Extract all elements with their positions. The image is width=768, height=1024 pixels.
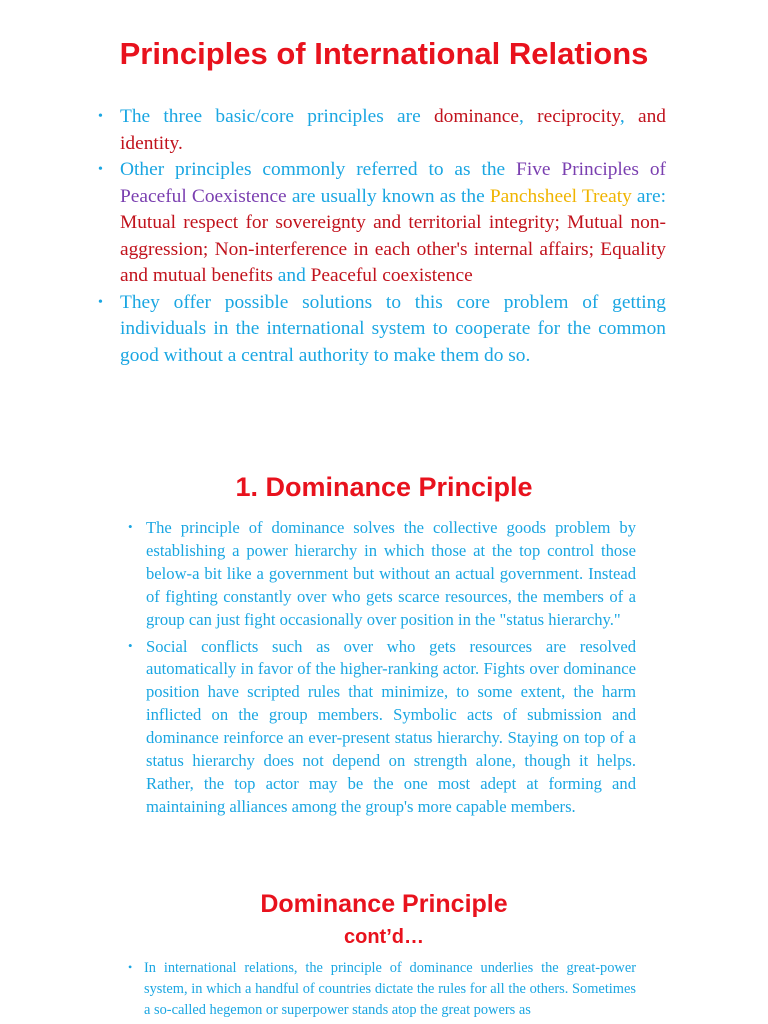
list-item xyxy=(128,636,636,819)
bullet-text: In international relations, the principle of dominance underlies the great-power system, in which a handful of countries dictate the rules for all the others. Sometimes a so-called hegemon or superpower stands atop the great powers as xyxy=(144,960,636,1018)
list-item-five-principles xyxy=(98,157,666,290)
term-identity: identity. xyxy=(120,132,183,154)
term-peaceful-coexistence: Peaceful coexistence xyxy=(310,265,473,286)
bullet-text: , xyxy=(519,106,538,127)
term-panchsheel-treaty: Panchsheel Treaty xyxy=(489,185,632,207)
bullet-text: The principle of dominance solves the collective goods problem by establishing a power hierarchy in which those at the top control those below-a bit like a government but without an actual government. Instead of fighting constantly over who gets scarce resources, the members of a group can just fight occasionally over position in the "status hierarchy." xyxy=(146,518,636,629)
bullet-icon: • xyxy=(128,519,133,534)
dominance-contd-bullet-list xyxy=(128,958,636,1021)
section-heading-dominance: 1. Dominance Principle xyxy=(235,472,533,502)
bullet-text: , xyxy=(619,106,625,127)
list-item xyxy=(128,958,636,1021)
bullet-text: are usually known as the xyxy=(286,185,490,207)
bullet-text: and xyxy=(272,265,311,286)
bullet-text: Social conflicts such as over who gets resources are resolved automatically in favor of the higher-ranking actor. Fights over dominance position have scripted rules that minimize, to some extent, the harm inflicted on the group members. Symbolic acts of submission and dominance reinforce an ever-present status hierarchy. Staying on top of a status hierarchy does not depend on strength alone, though it helps. Rather, the top actor may be the one most adept at forming and maintaining alliances among the group's more capable members. xyxy=(146,636,636,816)
bullet-text: Other principles commonly referred to as the xyxy=(120,159,517,180)
section-subheading-contd: cont’d… xyxy=(344,926,424,948)
term-five-principles: Five Principles of Peaceful Coexistence xyxy=(120,159,667,207)
principles-list-text: Mutual respect for sovereignty and territorial integrity; Mutual non-aggression; Non-interference in each other's internal affairs; Equality and mutual benefits xyxy=(120,212,666,286)
bullet-icon: • xyxy=(98,109,103,124)
list-item-core-principles xyxy=(98,104,666,157)
bullet-icon: • xyxy=(128,960,133,974)
bullet-icon: • xyxy=(98,162,103,177)
section-heading-dominance-contd: Dominance Principle xyxy=(260,890,508,918)
bullet-text: They offer possible solutions to this core problem of getting individuals in the international system to cooperate for the common good without a central authority to make them do so. xyxy=(120,291,666,366)
bullet-icon: • xyxy=(98,294,103,310)
term-reciprocity: reciprocity xyxy=(537,106,620,127)
term-dominance: dominance xyxy=(433,106,520,127)
bullet-text: and xyxy=(624,106,666,127)
principles-bullet-list xyxy=(98,104,666,369)
list-item-solutions xyxy=(98,290,666,370)
bullet-text: The three basic/core principles are xyxy=(120,106,434,127)
list-item xyxy=(128,517,636,632)
bullet-icon: • xyxy=(128,637,133,653)
bullet-text: are: xyxy=(631,185,666,207)
dominance-bullet-list xyxy=(128,517,636,823)
slide-title-principles: Principles of International Relations xyxy=(119,36,649,71)
